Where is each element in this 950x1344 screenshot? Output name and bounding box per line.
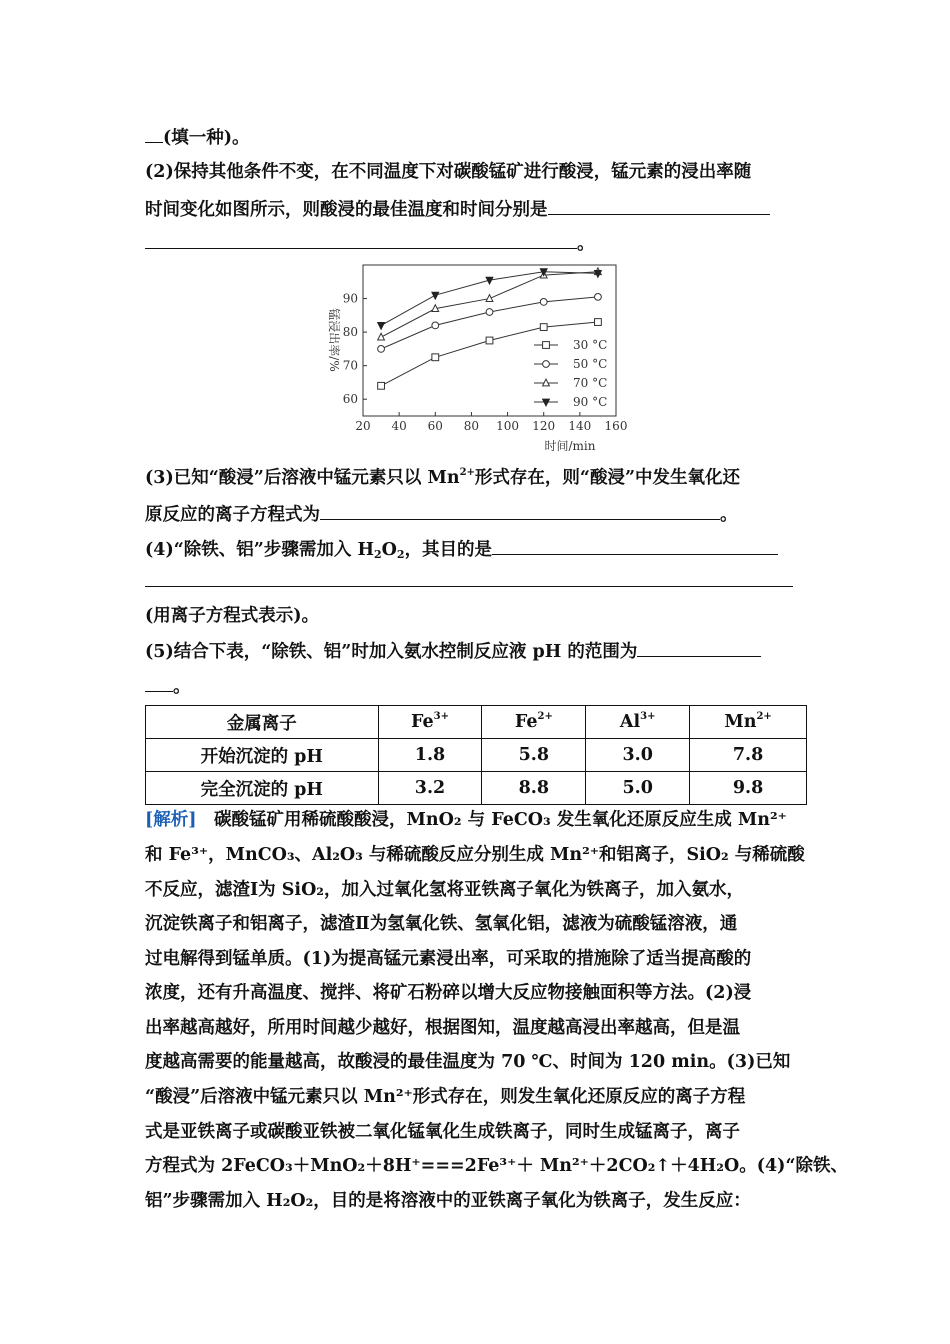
table-cell: 1.8 [378, 739, 482, 772]
precipitation-ph-table [145, 705, 807, 805]
x-tick-label: 160 [604, 419, 628, 433]
analysis-line: 度越高需要的能量越高，故酸浸的最佳温度为 70 ℃、时间为 120 min。(3)已知 [145, 1052, 791, 1072]
answer-blank[interactable] [145, 673, 173, 692]
x-tick-label: 140 [568, 419, 592, 433]
data-point [378, 323, 385, 330]
table-cell: 开始沉淀的 pH [146, 739, 379, 772]
x-tick-label: 120 [532, 419, 556, 433]
y-tick-label: 90 [342, 291, 358, 306]
leaching-rate-chart [316, 258, 636, 458]
y-tick-label: 60 [342, 392, 358, 407]
q2-line1: (2)保持其他条件不变，在不同温度下对碳酸锰矿进行酸浸，锰元素的浸出率随 [145, 162, 752, 182]
y-tick-label: 80 [342, 325, 358, 340]
y-tick-label: 70 [342, 358, 358, 373]
table-cell: 完全沉淀的 pH [146, 772, 379, 805]
x-tick-label: 80 [463, 419, 480, 433]
answer-blank[interactable] [320, 501, 720, 520]
analysis-line: 过电解得到锰单质。(1)为提高锰元素浸出率，可采取的措施除了适当提高酸的 [145, 949, 752, 969]
q5-line2: 。 [145, 673, 191, 699]
table-cell: 7.8 [690, 739, 807, 772]
analysis-line: 和 Fe³⁺，MnCO₃、Al₂O₃ 与稀硫酸反应分别生成 Mn²⁺和铝离子，SiO₂ 与稀硫酸 [145, 845, 805, 865]
legend-label: 50 °C [573, 357, 608, 371]
legend-label: 90 °C [573, 395, 608, 409]
data-point [432, 322, 439, 329]
data-point [378, 333, 385, 340]
analysis-line: “酸浸”后溶液中锰元素只以 Mn²⁺形式存在，则发生氧化还原反应的离子方程 [145, 1087, 746, 1107]
analysis-tag: [解析] [145, 810, 197, 830]
legend-marker [543, 342, 550, 349]
data-point [378, 382, 385, 389]
analysis-line: [解析] 碳酸锰矿用稀硫酸酸浸，MnO₂ 与 FeCO₃ 发生氧化还原反应生成 Mn²⁺ [145, 810, 787, 830]
data-point [486, 337, 493, 344]
q5-line1: (5)结合下表，“除铁、铝”时加入氨水控制反应液 pH 的范围为 [145, 638, 761, 664]
answer-blank[interactable] [145, 230, 577, 249]
table-cell: 5.8 [482, 739, 586, 772]
table-cell: 3.0 [586, 739, 690, 772]
legend-label: 30 °C [573, 338, 608, 352]
x-tick-label: 20 [355, 419, 371, 433]
q3-line1: (3)已知“酸浸”后溶液中锰元素只以 $Mn^{2+}$形式存在，则“酸浸”中发生氧化还 [145, 467, 741, 488]
answer-blank[interactable] [637, 638, 761, 657]
table-row [146, 739, 807, 772]
analysis-line: 出率越高越好，所用时间越少越好，根据图知，温度越高浸出率越高，但是温 [145, 1018, 740, 1038]
q4-line1: (4)“除铁、铝”步骤需加入 $H_2O_2$，其目的是 [145, 536, 778, 562]
answer-line[interactable] [145, 586, 793, 587]
q1-tail: (填一种)。 [145, 124, 250, 150]
x-axis-ticks [355, 412, 627, 433]
table-header-cell: 金属离子 [146, 706, 379, 739]
data-point [540, 324, 547, 331]
x-tick-label: 60 [427, 419, 443, 433]
legend-label: 70 °C [573, 376, 608, 390]
x-axis-label: 时间/min [544, 439, 596, 453]
answer-blank[interactable] [145, 124, 163, 143]
table-header-cell: $Mn^{2+}$ [690, 706, 807, 739]
answer-blank[interactable] [492, 536, 778, 555]
analysis-line: 不反应，滤渣Ⅰ为 SiO₂，加入过氧化氢将亚铁离子氧化为铁离子，加入氨水， [145, 880, 744, 900]
q4-line3: (用离子方程式表示)。 [145, 606, 320, 626]
answer-blank[interactable] [548, 196, 770, 215]
data-point [595, 293, 602, 300]
data-point [432, 354, 439, 361]
y-axis-label: 锰浸出率/% [327, 308, 341, 372]
data-point [540, 299, 547, 306]
data-point [595, 319, 602, 326]
x-tick-label: 100 [496, 419, 520, 433]
table-row [146, 772, 807, 805]
data-point [432, 292, 439, 299]
analysis-line: 浓度，还有升高温度、搅拌、将矿石粉碎以增大反应物接触面积等方法。(2)浸 [145, 983, 752, 1003]
data-point [378, 345, 385, 352]
table-header-cell: $Al^{3+}$ [586, 706, 690, 739]
q2-line2: 时间变化如图所示，则酸浸的最佳温度和时间分别是 [145, 196, 770, 222]
table-cell: 8.8 [482, 772, 586, 805]
table-cell: 3.2 [378, 772, 482, 805]
analysis-line: 沉淀铁离子和铝离子，滤渣Ⅱ为氢氧化铁、氢氧化铝，滤液为硫酸锰溶液，通 [145, 914, 738, 934]
table-header-cell: $Fe^{2+}$ [482, 706, 586, 739]
q3-line2: 原反应的离子方程式为 。 [145, 501, 738, 527]
analysis-line: 铝”步骤需加入 H₂O₂，目的是将溶液中的亚铁离子氧化为铁离子，发生反应： [145, 1191, 751, 1211]
table-header-row [146, 706, 807, 739]
data-point [486, 309, 493, 316]
table-header-cell: $Fe^{3+}$ [378, 706, 482, 739]
table-cell: 9.8 [690, 772, 807, 805]
series-group [378, 268, 602, 389]
q2-line3: 。 [145, 230, 595, 256]
analysis-line: 式是亚铁离子或碳酸亚铁被二氧化锰氧化生成铁离子，同时生成锰离子，离子 [145, 1122, 740, 1142]
x-tick-label: 40 [391, 419, 407, 433]
analysis-line: 方程式为 2FeCO₃＋MnO₂＋8H⁺===2Fe³⁺＋ Mn²⁺＋2CO₂↑＋4H₂O。(4)“除铁、 [145, 1156, 849, 1176]
series-line [381, 322, 598, 386]
table-cell: 5.0 [586, 772, 690, 805]
legend [534, 338, 607, 409]
legend-marker [543, 361, 550, 368]
